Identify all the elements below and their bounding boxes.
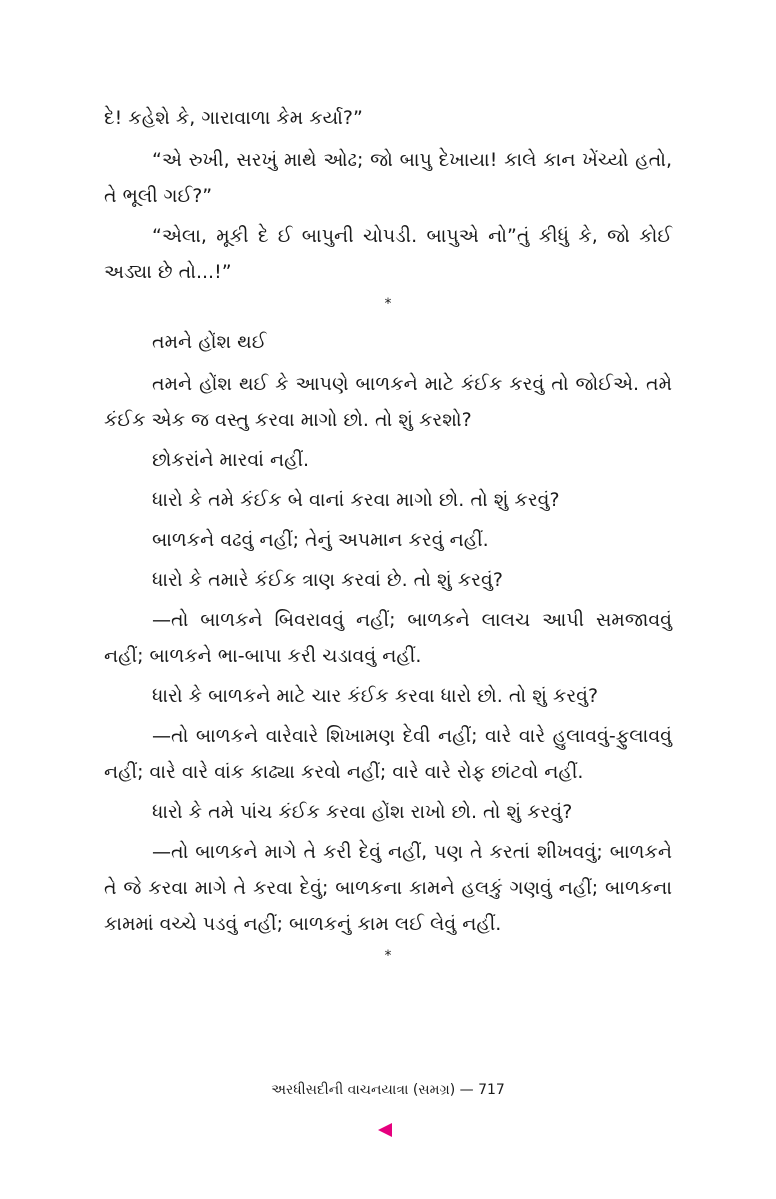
page-footer: અરધીસદીની વાચનયાત્રા (સમગ્ર) — 717	[271, 1082, 505, 1098]
body-text	[104, 100, 672, 976]
section-title: તમને હોંશ થઈ	[152, 331, 267, 353]
paragraph-question-5: ધારો કે તમે પાંચ કંઈક કરવા હોંશ રાખો છો. તો શું કરવું?	[152, 801, 573, 823]
paragraph-question-2: ધારો કે તમે કંઈક બે વાનાં કરવા માગો છો. તો શું કરવું?	[152, 489, 560, 511]
paragraph-dialogue-1: “એ રુખી, સરખું માથે ઓઢ; જો બાપુ દેખાયા! કાલે કાન ખેંચ્યો હતો, તે ભૂલી ગઈ?”	[104, 149, 672, 207]
paragraph-continuation: દે! કહેશે કે, ગારાવાળા કેમ કર્યા?”	[104, 107, 363, 129]
paragraph-answer-4: —તો બાળકને વારેવારે શિખામણ દેવી નહીં; વારે વારે હુલાવવું-ફુલાવવું નહીં; વારે વારે વાંક કાઢ્યા કરવો નહીં; વારે વારે રોફ છાંટવો નહીં.	[104, 725, 672, 783]
paragraph-intro: તમને હોંશ થઈ કે આપણે બાળકને માટે કંઈક કરવું તો જોઈએ. તમે કંઈક એક જ વસ્તુ કરવા માગો છો. તો શું કરશો?	[104, 373, 672, 431]
section-separator-end: *	[384, 948, 392, 964]
paragraph-answer-5: —તો બાળકને માગે તે કરી દેવું નહીં, પણ તે કરતાં શીખવવું; બાળકને તે જે કરવા માગે તે કરવા દેવું; બાળકના કામને હલકું ગણવું નહીં; બાળકના કામમાં વચ્ચે પડવું નહીં; બાળકનું કામ લઈ લેવું નહીં.	[104, 841, 672, 935]
section-separator: *	[384, 296, 392, 312]
paragraph-answer-3: —તો બાળકને બિવરાવવું નહીં; બાળકને લાલચ આપી સમજાવવું નહીં; બાળકને ભા-બાપા કરી ચડાવવું નહીં.	[104, 609, 672, 667]
paragraph-answer-1: છોકરાંને મારવાં નહીં.	[152, 449, 310, 471]
paragraph-dialogue-2: “એલા, મૂકી દે ઈ બાપુની ચોપડી. બાપુએ નો”તું કીધું કે, જો કોઈ અડ્યા છે તો...!”	[104, 225, 672, 283]
paragraph-question-3: ધારો કે તમારે કંઈક ત્રાણ કરવાં છે. તો શું કરવું?	[152, 569, 503, 591]
triangle-left-icon[interactable]	[378, 1123, 392, 1137]
paragraph-question-4: ધારો કે બાળકને માટે ચાર કંઈક કરવા ધારો છો. તો શું કરવું?	[152, 685, 599, 707]
paragraph-answer-2: બાળકને વઢવું નહીં; તેનું અપમાન કરવું નહીં.	[152, 529, 489, 551]
